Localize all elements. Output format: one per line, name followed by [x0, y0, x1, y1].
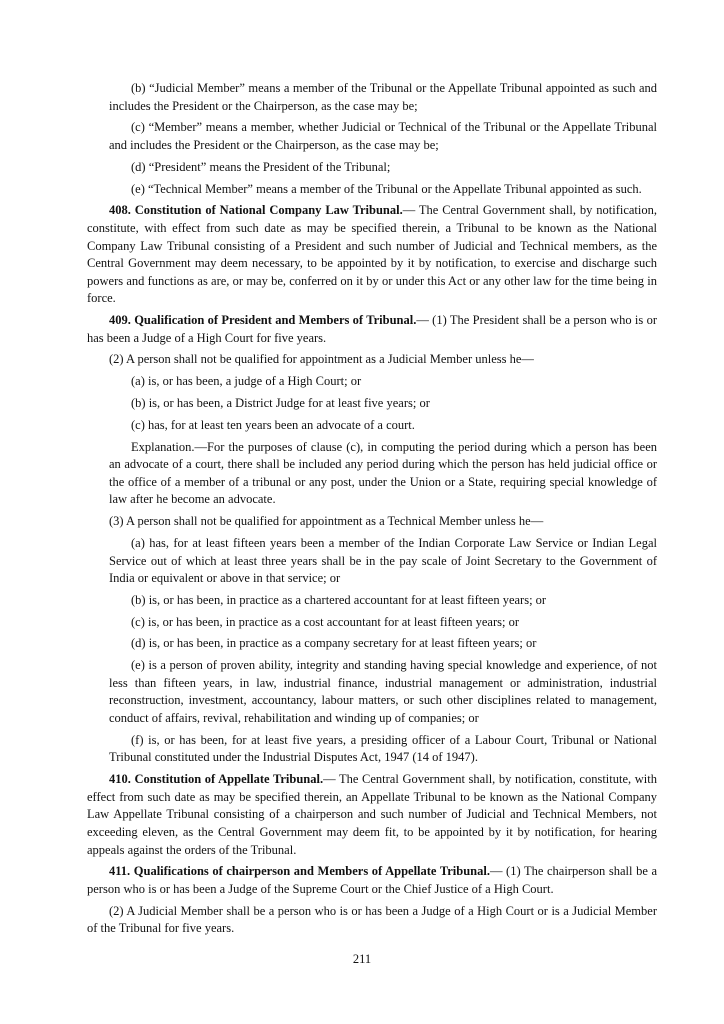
document-body: [87, 80, 657, 942]
section-410: 410. Constitution of Appellate Tribunal.— The Central Government shall, by notification, constitute, with effect from such date as may be specified therein, an Appellate Tribunal to be known as the National Company Law Appellate Tribunal consisting of a chairperson and such number of Judicial and Technical Members, not exceeding eleven, as the Central Government may deem fit, to be appointed by it by notification, for hearing appeals against the orders of the Tribunal.: [87, 772, 657, 857]
section-409-2-c: (c) has, for at least ten years been an advocate of a court.: [131, 417, 415, 432]
clause-b-judicial-member: (b) “Judicial Member” means a member of the Tribunal or the Appellate Tribunal appointed as such and includes the President or the Chairperson, as the case may be;: [109, 81, 657, 113]
section-411-sub-2: (2) A Judicial Member shall be a person who is or has been a Judge of a High Court or is a Judicial Member of the Tribunal for five years.: [87, 903, 657, 936]
section-409-2-a: (a) is, or has been, a judge of a High Court; or: [131, 374, 362, 389]
section-409-3-c: (c) is, or has been, in practice as a cost accountant for at least fifteen years; or: [131, 614, 520, 629]
section-409: 409. Qualification of President and Members of Tribunal.— (1) The President shall be a person who is or has been a Judge of a High Court for five years.: [87, 313, 657, 345]
section-408-heading: 408. Constitution of National Company Law Tribunal.: [109, 203, 403, 218]
section-409-heading: 409. Qualification of President and Members of Tribunal.: [109, 313, 417, 328]
section-411: 411. Qualifications of chairperson and Members of Appellate Tribunal.— (1) The chairperson shall be a person who is or has been a Judge of the Supreme Court or the Chief Justice of a High Court.: [87, 864, 657, 896]
section-409-sub-3: (3) A person shall not be qualified for appointment as a Technical Member unless he—: [109, 514, 544, 529]
clause-d-president: (d) “President” means the President of the Tribunal;: [131, 159, 391, 174]
section-409-3-f: (f) is, or has been, for at least five years, a presiding officer of a Labour Court, Tribunal or National Tribunal constituted under the Industrial Disputes Act, 1947 (14 of 1947).: [109, 732, 657, 765]
section-409-3-e: (e) is a person of proven ability, integrity and standing having special knowledge and experience, of not less than fifteen years, in law, industrial finance, industrial management or administration, industrial reconstruction, investment, accountancy, labour matters, or such other disciplines related to management, conduct of affairs, revival, rehabilitation and winding up of companies; or: [109, 658, 657, 725]
section-408: 408. Constitution of National Company Law Tribunal.— The Central Government shall, by notification, constitute, with effect from such date as may be specified therein, a Tribunal to be known as the National Company Law Tribunal consisting of a President and such number of Judicial and Technical members, as the Central Government may deem necessary, to be appointed by it by notification, to exercise and discharge such powers and functions as are, or may be, conferred on it by or under this Act or any other law for the time being in force.: [87, 203, 657, 306]
section-411-heading: 411. Qualifications of chairperson and Members of Appellate Tribunal.: [109, 864, 490, 879]
section-409-2-b: (b) is, or has been, a District Judge for at least five years; or: [131, 396, 430, 410]
section-409-explanation: Explanation.—For the purposes of clause (c), in computing the period during which a person has been an advocate of a court, there shall be included any period during which the person has held judicial office or the office of a member of a tribunal or any post, under the Union or a State, requiring special knowledge of law after he become an advocate.: [109, 439, 657, 507]
section-409-sub-2: (2) A person shall not be qualified for appointment as a Judicial Member unless he—: [109, 352, 534, 367]
section-409-3-a: (a) has, for at least fifteen years been a member of the Indian Corporate Law Service or Indian Legal Service out of which at least three years shall be in the pay scale of Joint Secretary to the Government of India or equivalent or above in that service; or: [109, 535, 657, 586]
clause-c-member: (c) “Member” means a member, whether Judicial or Technical of the Tribunal or the Appellate Tribunal and includes the President or the Chairperson, as the case may be;: [109, 120, 657, 152]
section-410-heading: 410. Constitution of Appellate Tribunal.: [109, 772, 324, 787]
page-number: 211: [352, 952, 372, 966]
section-409-3-b: (b) is, or has been, in practice as a chartered accountant for at least fifteen years; or: [131, 592, 547, 607]
section-409-3-d: (d) is, or has been, in practice as a company secretary for at least fifteen years; or: [131, 636, 537, 651]
clause-e-technical-member: (e) “Technical Member” means a member of the Tribunal or the Appellate Tribunal appointed as such.: [131, 181, 642, 196]
